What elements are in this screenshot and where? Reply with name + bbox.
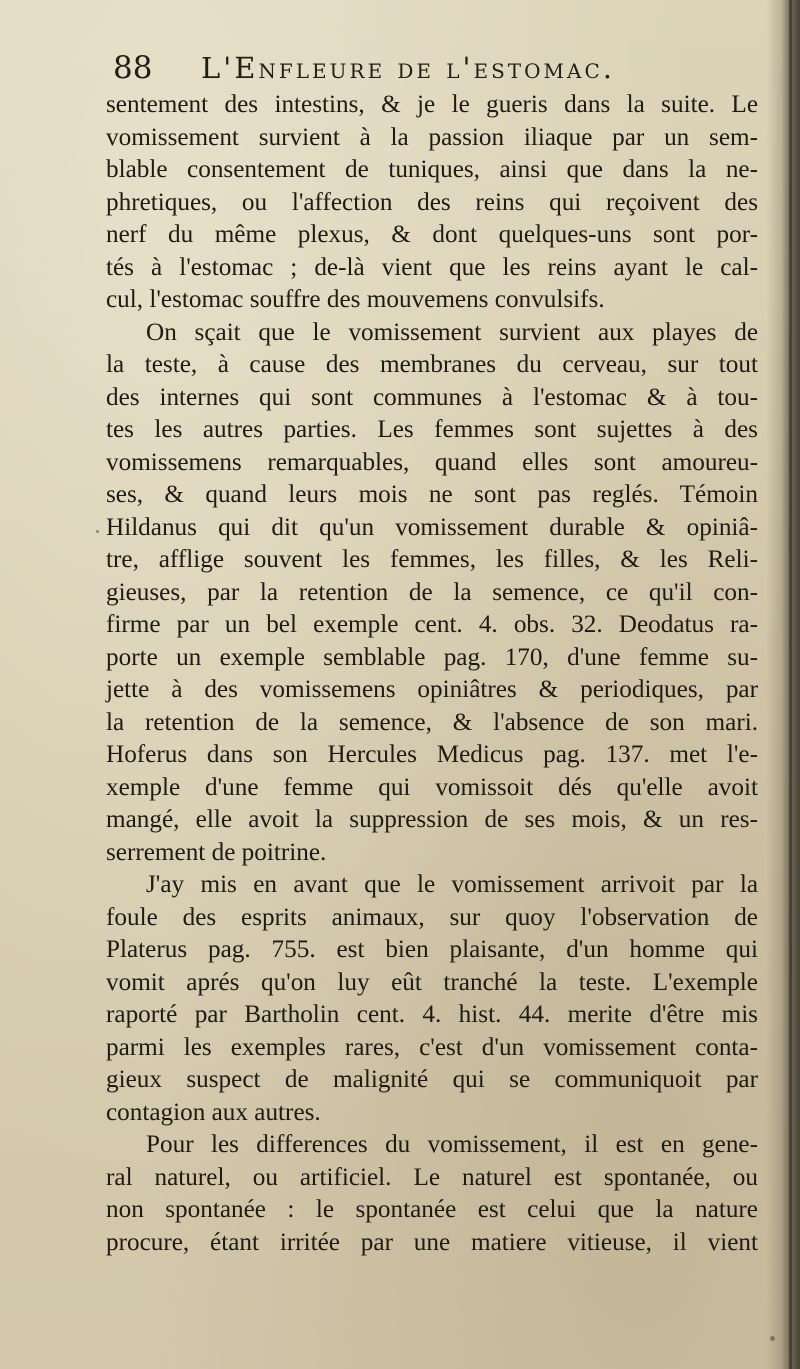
text-line: sentement des intestins, & je le gueris dans la suite. Le [106,91,758,118]
text-line: phretiques, ou l'affection des reins qui reçoivent des [106,188,758,216]
text-line: jette à des vomissemens opiniâtres & periodiques, par [106,676,758,703]
text-line: nerf du même plexus, & dont quelques-uns sont por- [106,221,758,248]
text-line: gieuses, par la retention de la semence, ce qu'il con- [106,578,758,606]
text-line: parmi les exemples rares, c'est d'un vomissement conta- [106,1033,758,1061]
body-text [106,89,758,1259]
text-line: tés à l'estomac ; de-là vient que les reins ayant le cal- [106,253,758,281]
text-line: la teste, à cause des membranes du cerveau, sur tout [106,351,758,378]
text-line: blable consentement de tuniques, ainsi que dans la ne- [106,156,758,183]
text-line: tre, afflige souvent les femmes, les filles, & les Reli- [106,546,758,573]
text-line: ral naturel, ou artificiel. Le naturel est spontanée, ou [106,1163,758,1191]
text-line: tes les autres parties. Les femmes sont sujettes à des [106,416,758,443]
text-line: vomit aprés qu'on luy eût tranché la teste. L'exemple [106,968,758,996]
text-line: gieux suspect de malignité qui se communiquoit par [106,1066,758,1093]
paper-speck [96,530,99,533]
text-line: xemple d'une femme qui vomissoit dés qu'elle avoit [106,773,758,801]
text-line: procure, étant irritée par une matiere vitieuse, il vient [106,1228,758,1256]
page-edge-line [789,0,792,1369]
text-line: foule des esprits animaux, sur quoy l'observation de [106,903,758,931]
text-line: Hildanus qui dit qu'un vomissement durable & opiniâ- [106,513,758,541]
paragraph-start-line: On sçait que le vomissement survient aux playes de [146,318,758,346]
text-line: des internes qui sont communes à l'estomac & à tou- [106,383,758,411]
page-number: 88 [113,50,153,86]
paragraph-start-line: J'ay mis en avant que le vomissement arrivoit par la [146,871,758,898]
text-line: porte un exemple semblable pag. 170, d'une femme su- [106,643,758,671]
running-head: L'Enfleure de l'estomac. [201,51,615,85]
page-edge-shadow [766,0,800,1369]
text-line: vomissement survient à la passion iliaque par un sem- [106,123,758,151]
text-line: contagion aux autres. [106,1098,321,1126]
text-line: non spontanée : le spontanée est celui que la nature [106,1196,758,1223]
text-line: cul, l'estomac souffre des mouvemens convulsifs. [106,286,605,313]
text-line: serrement de poitrine. [106,838,327,866]
text-line: vomissemens remarquables, quand elles sont amoureu- [106,448,758,476]
text-line: la retention de la semence, & l'absence de son mari. [106,708,758,736]
text-line: mangé, elle avoit la suppression de ses mois, & un res- [106,806,758,833]
text-line: Platerus pag. 755. est bien plaisante, d'un homme qui [106,936,758,963]
text-line: Hoferus dans son Hercules Medicus pag. 137. met l'e- [106,741,758,768]
page-header [113,48,673,88]
text-line: raporté par Bartholin cent. 4. hist. 44. merite d'être mis [106,1001,758,1028]
text-line: ses, & quand leurs mois ne sont pas reglés. Témoin [106,481,758,508]
text-line: firme par un bel exemple cent. 4. obs. 32. Deodatus ra- [106,611,758,638]
paragraph-start-line: Pour les differences du vomissement, il est en gene- [146,1131,758,1158]
